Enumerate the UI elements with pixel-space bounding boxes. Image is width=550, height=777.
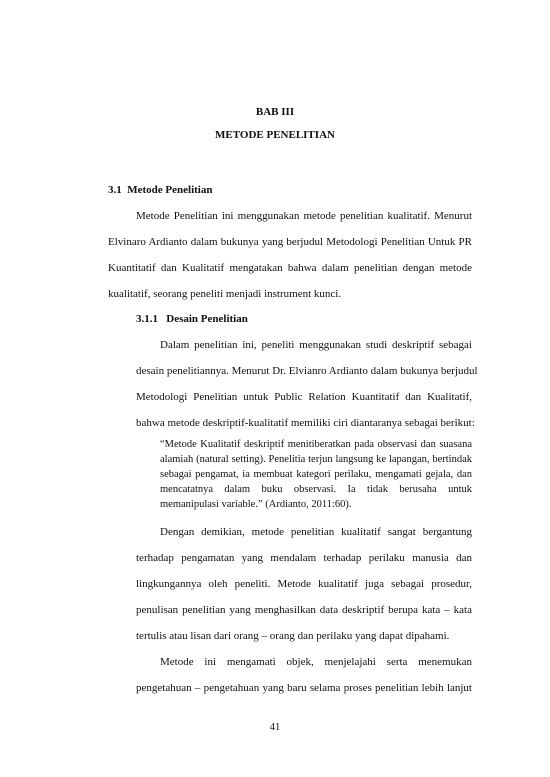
para1-line-4: kualitatif, seorang peneliti menjadi instrument kunci. xyxy=(108,288,342,300)
para3-line-5: tertulis atau lisan dari orang – orang dan perilaku yang dapat dipahami. xyxy=(136,630,450,642)
para1-line-2: Elvinaro Ardianto dalam bukunya yang berjudul Metodologi Penelitian Untuk PR xyxy=(108,236,472,248)
subsection-number: 3.1.1 xyxy=(136,313,158,325)
para2-line-2: desain penelitiannya. Menurut Dr. Elvianro Ardianto dalam bukunya berjudul xyxy=(136,365,478,377)
para3-line-4: penulisan penelitian yang menghasilkan data deskriptif berupa kata – kata xyxy=(136,604,472,616)
para3-line-2: terhadap pengamatan yang mendalam terhadap perilaku manusia dan xyxy=(136,552,472,564)
block-quote: “Metode Kualitatif deskriptif menitiberatkan pada observasi dan suasana alamiah (natural setting). Penelitia terjun langsung ke lapangan, bertindak sebagai pengamat, ia membuat kategori perilaku, mengamati gejala, dan mencatatnya dalam buku observasi. Ia tidak berusaha untuk memanipulasi variable.” (Ardianto, 2011:60). xyxy=(160,439,472,510)
subsection-title: Desain Penelitian xyxy=(166,313,248,325)
chapter-heading: BAB III xyxy=(255,106,295,118)
section-title: Metode Penelitian xyxy=(127,184,213,196)
para2-line-4: bahwa metode deskriptif-kualitatif memiliki ciri diantaranya sebagai berikut: xyxy=(136,417,475,429)
para1-line-3: Kuantitatif dan Kualitatif mengatakan bahwa dalam penelitian dengan metode xyxy=(108,262,472,274)
page-number: 41 xyxy=(269,722,281,733)
para3-line-1: Dengan demikian, metode penelitian kualitatif sangat bergantung xyxy=(160,526,472,538)
para4-line-1: Metode ini mengamati objek, menjelajahi serta menemukan xyxy=(160,656,472,668)
para3-line-3: lingkungannya oleh peneliti. Metode kualitatif juga sebagai prosedur, xyxy=(136,578,472,590)
subsection-heading xyxy=(136,313,248,325)
section-heading xyxy=(108,184,212,196)
para4-line-2: pengetahuan – pengetahuan yang baru selama proses penelitian lebih lanjut xyxy=(136,682,472,694)
para2-line-1: Dalam penelitian ini, peneliti menggunakan studi deskriptif sebagai xyxy=(160,339,472,351)
section-number: 3.1 xyxy=(108,184,122,196)
chapter-title: METODE PENELITIAN xyxy=(215,129,335,141)
para1-line-1: Metode Penelitian ini menggunakan metode penelitian kualitatif. Menurut xyxy=(136,210,472,222)
para2-line-3: Metodologi Penelitian untuk Public Relation Kuantitatif dan Kualitatif, xyxy=(136,391,472,403)
